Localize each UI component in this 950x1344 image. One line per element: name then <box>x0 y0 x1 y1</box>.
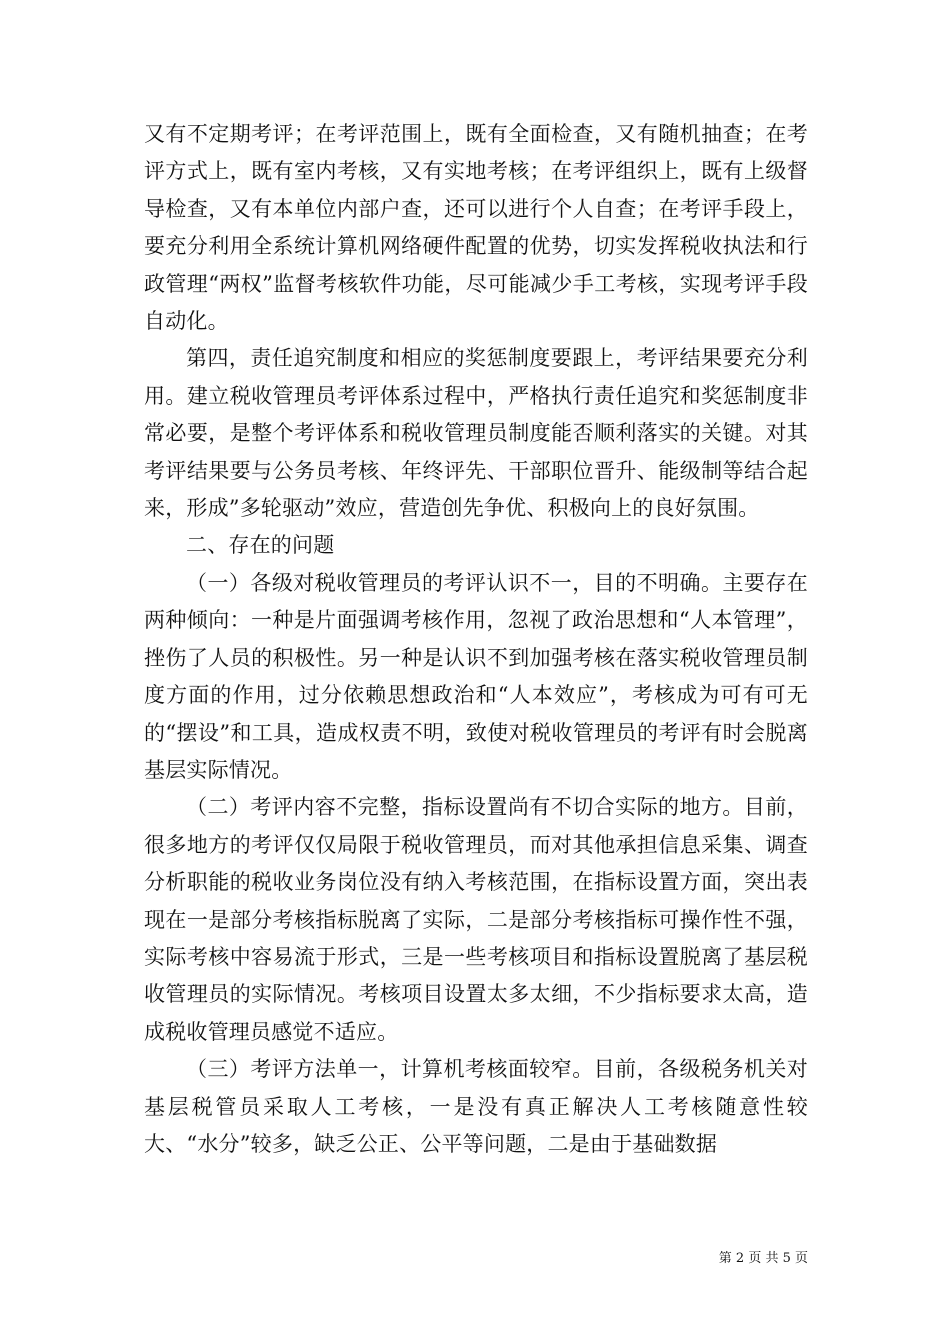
paragraph-fourth: 第四，责任追究制度和相应的奖惩制度要跟上，考评结果要充分利用。建立税收管理员考评体系过程中，严格执行责任追究和奖惩制度非常必要，是整个考评体系和税收管理员制度能否顺利落实的关键。对其考评结果要与公务员考核、年终评先、干部职位晋升、能级制等结合起来，形成”多轮驱动”效应，营造创先争优、积极向上的良好氛围。 <box>144 346 808 521</box>
paragraph-problem-1: （一）各级对税收管理员的考评认识不一，目的不明确。主要存在两种倾向：一种是片面强调考核作用，忽视了政治思想和“人本管理”，挫伤了人员的积极性。另一种是认识不到加强考核在落实税收管理员制度方面的作用，过分依赖思想政治和“人本效应”，考核成为可有可无的“摆设”和工具，造成权责不明，致使对税收管理员的考评有时会脱离基层实际情况。 <box>144 570 808 782</box>
paragraph-problem-2: （二）考评内容不完整，指标设置尚有不切合实际的地方。目前，很多地方的考评仅仅局限于税收管理员，而对其他承担信息采集、调查分析职能的税收业务岗位没有纳入考核范围，在指标设置方面，突出表现在一是部分考核指标脱离了实际，二是部分考核指标可操作性不强，实际考核中容易流于形式，三是一些考核项目和指标设置脱离了基层税收管理员的实际情况。考核项目设置太多太细，不少指标要求太高，造成税收管理员感觉不适应。 <box>144 795 808 1044</box>
paragraph-continued: 又有不定期考评；在考评范围上，既有全面检查，又有随机抽查；在考评方式上，既有室内考核，又有实地考核；在考评组织上，既有上级督导检查，又有本单位内部户查，还可以进行个人自查；在考评手段上，要充分利用全系统计算机网络硬件配置的优势，切实发挥税收执法和行政管理“两权”监督考核软件功能，尽可能减少手工考核，实现考评手段自动化。 <box>144 122 808 334</box>
paragraph-problem-3: （三）考评方法单一，计算机考核面较窄。目前，各级税务机关对基层税管员采取人工考核，一是没有真正解决人工考核随意性较大、“水分”较多，缺乏公正、公平等问题，二是由于基础数据 <box>144 1057 808 1156</box>
page-footer: 第 2 页 共 5 页 <box>718 1251 808 1266</box>
document-body <box>144 116 808 1163</box>
section-heading-problems: 二、存在的问题 <box>186 533 335 558</box>
